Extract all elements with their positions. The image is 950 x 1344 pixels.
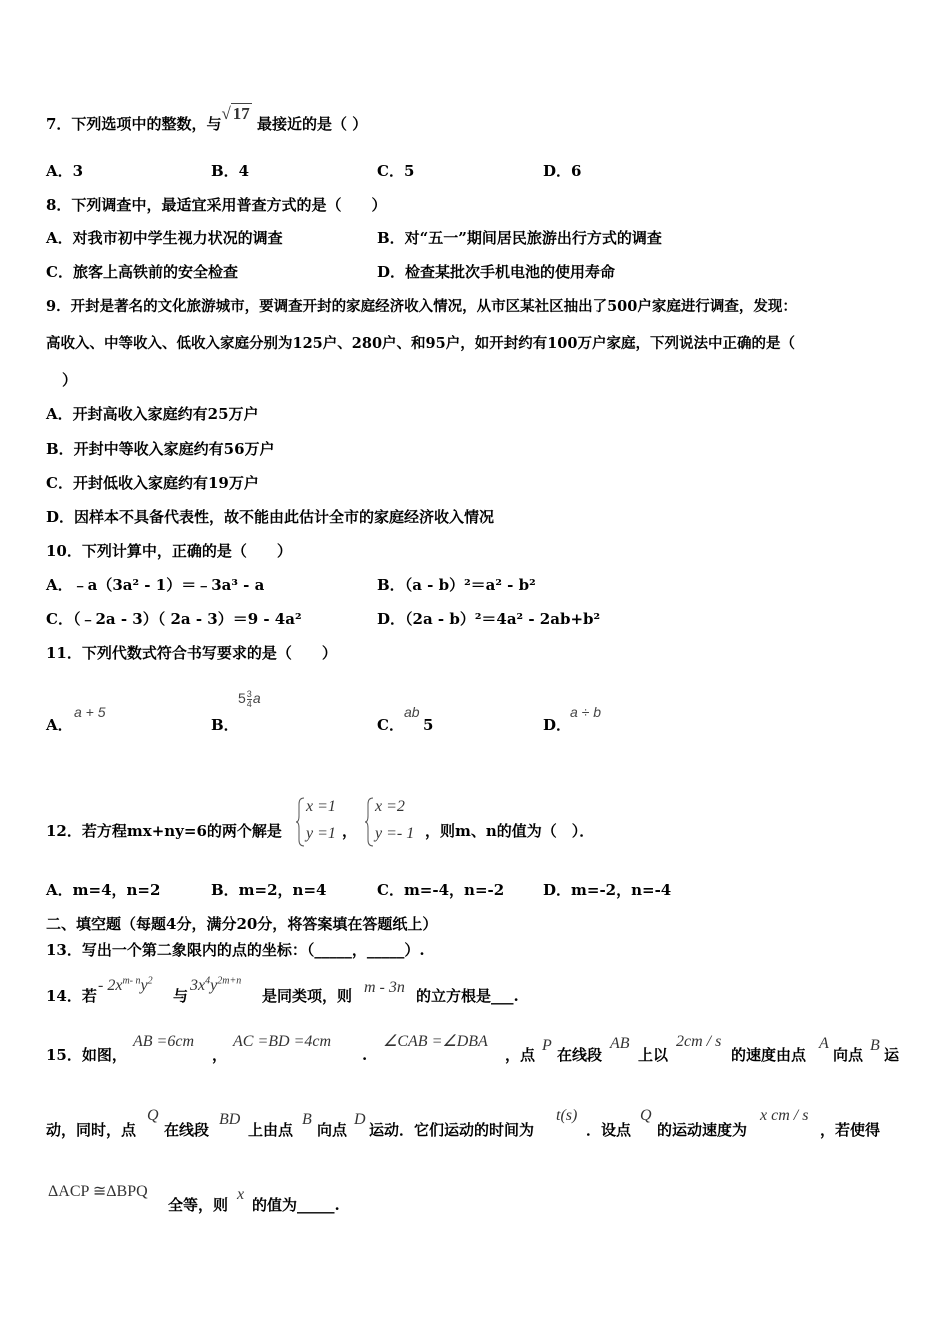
q14-term1-x: - 2x bbox=[98, 977, 123, 994]
q14-term2-exp: 4 bbox=[205, 975, 211, 987]
q15-l2-t5: 运动．它们运动的时间为 bbox=[369, 1121, 535, 1139]
sqrt-icon: √ 17 bbox=[221, 104, 250, 123]
q11-b-fraction bbox=[247, 690, 252, 709]
q8-option-b[interactable]: B．对“五一”期间居民旅游出行方式的调查 bbox=[377, 229, 662, 247]
q15-l2-t8: ，若使得 bbox=[820, 1121, 881, 1139]
q9-stem-line2: 高收入、中等收入、低收入家庭分别为125户、280户、和95户，如开封约有100万户家庭，下列说法中正确的是（ bbox=[46, 335, 795, 352]
q15-l1-t1: ，点 bbox=[505, 1046, 536, 1064]
q10-option-b-expr: （a - b）²＝a² - b² bbox=[404, 576, 536, 594]
q9-option-b[interactable]: B．开封中等收入家庭约有56万户 bbox=[46, 440, 275, 458]
q15-congruence: ΔACP ≅ΔBPQ bbox=[48, 1183, 148, 1200]
q11-option-d-expr: a ÷ b bbox=[570, 704, 602, 720]
q7-stem-suffix: 最接近的是（ ） bbox=[257, 115, 368, 133]
q14-term1-y: y bbox=[140, 977, 148, 994]
q15-point-q: Q bbox=[147, 1107, 159, 1124]
q7-option-c[interactable]: C．5 bbox=[377, 162, 415, 180]
q15-sep2: . bbox=[362, 1046, 368, 1064]
q14-term2 bbox=[190, 976, 241, 996]
q10-option-a-label: A． bbox=[46, 576, 73, 594]
q12-option-b[interactable]: B．m=2，n=4 bbox=[211, 881, 327, 899]
q15-point-q2: Q bbox=[640, 1107, 652, 1124]
q10-stem: 10．下列计算中，正确的是（ ） bbox=[46, 542, 292, 560]
q11-b-whole: 5 bbox=[238, 690, 246, 706]
q8-stem: 8．下列调查中，最适宜采用普查方式的是（ ） bbox=[46, 196, 387, 214]
q9-stem-line1: 9．开封是著名的文化旅游城市，要调查开封的家庭经济收入情况，从市区某社区抽出了500户家庭进行调查，发现： bbox=[46, 298, 797, 315]
q11-b-den: 4 bbox=[246, 698, 252, 709]
q10-option-a[interactable] bbox=[46, 575, 264, 595]
q15-segment-ab: AB bbox=[610, 1035, 630, 1052]
q11-option-a-expr: a + 5 bbox=[74, 704, 106, 720]
q15-l2-t3: 上由点 bbox=[248, 1121, 294, 1139]
q13-stem: 13．写出一个第二象限内的点的坐标：（_____，_____）. bbox=[46, 941, 425, 959]
q10-option-a-expr: ﹣a（3a² - 1）＝﹣3a³ - a bbox=[72, 576, 265, 594]
q15-l3-t2: 的值为_____. bbox=[252, 1196, 340, 1214]
q7-option-d[interactable]: D．6 bbox=[543, 162, 582, 180]
q15-l1-t6: 运 bbox=[884, 1046, 900, 1064]
q14-mid: 与 bbox=[173, 987, 189, 1005]
q15-l2-t1: 动，同时，点 bbox=[46, 1121, 137, 1139]
q15-sep1: ， bbox=[212, 1046, 228, 1064]
q15-variable-x: x bbox=[237, 1186, 245, 1203]
q11-option-a-label[interactable]: A． bbox=[46, 716, 73, 734]
q12-comma: ， bbox=[342, 822, 358, 840]
q14-term1-yexp: 2 bbox=[147, 975, 153, 987]
q10-option-c[interactable] bbox=[46, 609, 302, 629]
brace-icon bbox=[296, 796, 306, 848]
q15-ab-length: AB =6cm bbox=[133, 1033, 194, 1050]
q11-stem: 11．下列代数式符合书写要求的是（ ） bbox=[46, 644, 337, 662]
q10-option-d-expr: （2a - b）²＝4a² - 2ab+b² bbox=[405, 610, 601, 628]
q15-speed-p: 2cm / s bbox=[676, 1033, 722, 1050]
q15-l2-t6: ．设点 bbox=[586, 1121, 632, 1139]
q11-option-d-label[interactable]: D． bbox=[543, 716, 572, 734]
q11-b-num: 3 bbox=[246, 688, 252, 699]
q9-option-c[interactable]: C．开封低收入家庭约有19万户 bbox=[46, 474, 259, 492]
q15-time: t(s) bbox=[556, 1107, 578, 1124]
q12-option-d[interactable]: D．m=-2，n=-4 bbox=[543, 881, 672, 899]
section-2-title: 二、填空题（每题4分，满分20分，将答案填在答题纸上） bbox=[46, 915, 438, 933]
q11-option-b-expr bbox=[238, 688, 261, 709]
q15-l2-t4: 向点 bbox=[317, 1121, 348, 1139]
q14-prefix: 14．若 bbox=[46, 987, 97, 1005]
q12-system-1 bbox=[296, 796, 346, 848]
q12-option-c[interactable]: C．m=-4，n=-2 bbox=[377, 881, 505, 899]
q12-sys1-line2: y =1 bbox=[306, 825, 336, 842]
q15-point-d: D bbox=[354, 1111, 366, 1128]
q12-system-2 bbox=[365, 796, 430, 848]
brace-icon bbox=[365, 796, 375, 848]
q14-mid2: 是同类项，则 bbox=[262, 987, 353, 1005]
q12-option-a[interactable]: A．m=4，n=2 bbox=[46, 881, 161, 899]
q15-angles: ∠CAB =∠DBA bbox=[383, 1033, 488, 1050]
q10-option-c-expr: （﹣2a - 3）（ 2a - 3）＝9 - 4a² bbox=[72, 610, 302, 628]
q14-term1-exp: m- n bbox=[122, 975, 141, 987]
q15-l2-t7: 的运动速度为 bbox=[657, 1121, 748, 1139]
q7-option-b[interactable]: B．4 bbox=[211, 162, 250, 180]
q15-l3-t1: 全等，则 bbox=[168, 1196, 229, 1214]
q14-term2-y: y bbox=[210, 977, 218, 994]
q15-prefix: 15．如图， bbox=[46, 1046, 127, 1064]
q15-speed-q: x cm / s bbox=[760, 1107, 809, 1124]
q12-stem-suffix: ，则m、n的值为（ ）． bbox=[425, 822, 595, 840]
q11-option-c-label[interactable]: C． bbox=[377, 716, 404, 734]
q15-ac-bd-length: AC =BD =4cm bbox=[233, 1033, 332, 1050]
q14-term2-yexp: 2m+n bbox=[217, 975, 242, 987]
q8-option-d[interactable]: D．检查某批次手机电池的使用寿命 bbox=[377, 263, 616, 281]
q10-option-d[interactable] bbox=[377, 609, 600, 629]
q12-sys1-line1: x =1 bbox=[306, 798, 336, 815]
q11-option-c-tail: 5 bbox=[423, 716, 434, 734]
q14-term1 bbox=[98, 976, 153, 996]
q15-l1-t4: 的速度由点 bbox=[731, 1046, 807, 1064]
q10-option-c-label: C． bbox=[46, 610, 73, 628]
q14-suffix: 的立方根是___. bbox=[416, 987, 519, 1005]
q15-point-b: B bbox=[870, 1037, 880, 1054]
q9-option-d[interactable]: D．因样本不具备代表性，故不能由此估计全市的家庭经济收入情况 bbox=[46, 508, 495, 526]
q11-b-var: a bbox=[252, 690, 261, 706]
q7-stem bbox=[46, 104, 368, 134]
q15-l1-t5: 向点 bbox=[833, 1046, 864, 1064]
q9-stem-line3: ） bbox=[62, 371, 78, 389]
q8-option-c[interactable]: C．旅客上高铁前的安全检查 bbox=[46, 263, 238, 281]
q15-point-p: P bbox=[542, 1037, 552, 1054]
q15-l1-t3: 上以 bbox=[638, 1046, 669, 1064]
q15-point-a: A bbox=[819, 1035, 829, 1052]
q10-option-b-label: B． bbox=[377, 576, 405, 594]
q12-sys2-line1: x =2 bbox=[375, 798, 405, 815]
q15-segment-bd: BD bbox=[219, 1111, 241, 1128]
q8-option-a[interactable]: A．对我市初中学生视力状况的调查 bbox=[46, 229, 283, 247]
q14-expr: m - 3n bbox=[364, 979, 405, 996]
q7-option-a[interactable]: A．3 bbox=[46, 162, 84, 180]
q14-term2-x: 3x bbox=[190, 977, 206, 994]
q10-option-d-label: D． bbox=[377, 610, 406, 628]
q7-radicand: 17 bbox=[232, 104, 250, 123]
q7-stem-prefix: 7．下列选项中的整数，与 bbox=[46, 115, 222, 133]
q11-option-c-expr: ab bbox=[404, 704, 420, 720]
q15-l2-t2: 在线段 bbox=[164, 1121, 210, 1139]
q12-sys2-line2: y =- 1 bbox=[375, 825, 415, 842]
q9-option-a[interactable]: A．开封高收入家庭约有25万户 bbox=[46, 405, 259, 423]
q11-option-b-label[interactable]: B． bbox=[211, 716, 239, 734]
q15-l1-t2: 在线段 bbox=[557, 1046, 603, 1064]
q10-option-b[interactable] bbox=[377, 575, 536, 595]
q12-stem-prefix: 12．若方程mx+ny=6的两个解是 bbox=[46, 822, 282, 840]
q15-point-b2: B bbox=[302, 1111, 312, 1128]
